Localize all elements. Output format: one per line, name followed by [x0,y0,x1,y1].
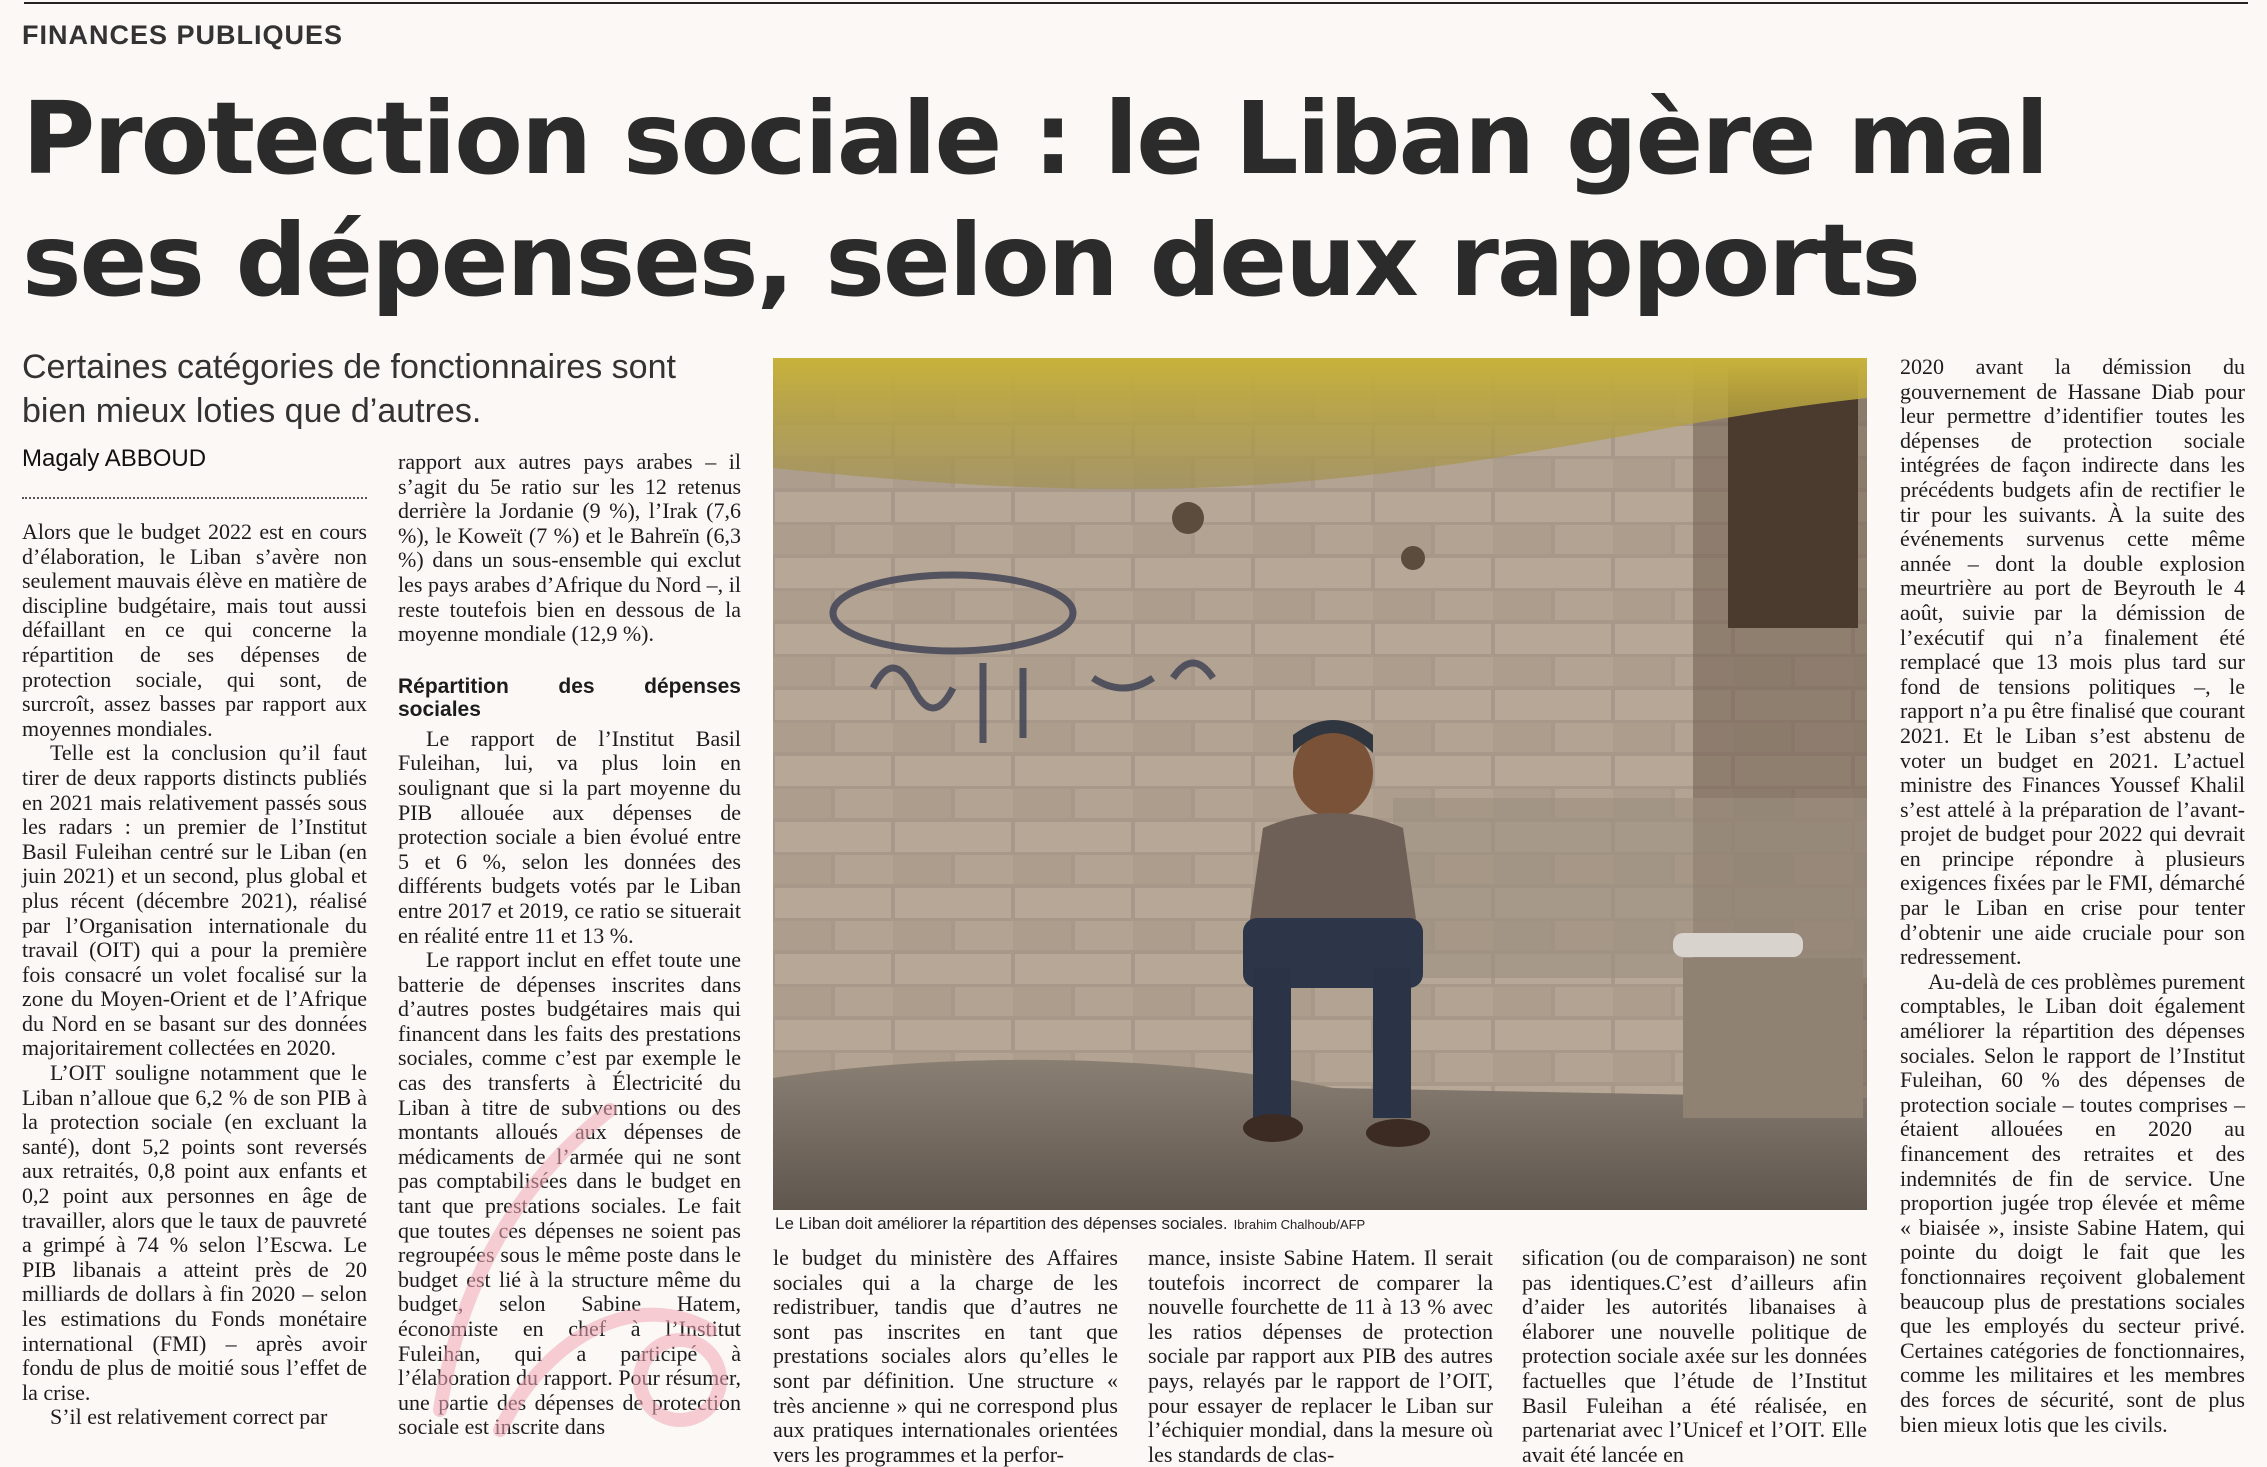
paragraph: sification (ou de comparaison) ne sont pas identiques.C’est d’ailleurs afin d’aider les autorités libanaises à élaborer une nouvelle politique de protection sociale axée sur les données factuelles que l’étude de l’Institut Basil Fuleihan a été réalisée, en partenariat avec l’Unicef et l’OIT. Elle avait été lancée en [1522,1245,1867,1467]
paragraph: Le rapport de l’Institut Basil Fuleihan, lui, va plus loin en soulignant que si la part moyenne du PIB allouée aux dépenses de protection sociale a bien évolué entre 5 et 6 %, selon les données des différents budgets votés par le Liban entre 2017 et 2019, ce ratio se situerait en réalité entre 11 et 13 %. [398,725,741,948]
author-byline: Magaly ABBOUD [22,445,207,472]
article-column-6 [1522,1246,1867,1467]
article-column-4 [773,1246,1118,1467]
byline-divider [22,497,367,499]
article-photo [773,358,1867,1210]
article-column-3 [1900,355,2245,1437]
photo-credit: Ibrahim Chalhoub/AFP [1233,1217,1366,1232]
paragraph: Alors que le budget 2022 est en cours d’élaboration, le Liban s’avère non seulement mauvais élève en matière de discipline budgétaire, mais tout aussi défaillant en ce qui concerne la répartition de ses dépenses de protection sociale, qui sont, de surcroît, assez basses par rapport aux moyennes mondiales. [22,519,367,741]
photo-caption [775,1214,1365,1234]
article-column-1 [22,520,367,1430]
paragraph: Au-delà de ces problèmes purement comptables, le Liban doit également améliorer la répartition des dépenses sociales. Selon le rapport de l’Institut Fuleihan, 60 % des dépenses de protection sociale – toutes comprises – étaient allouées en 2020 au financement des retraites et des indemnités de fin de service. Une proportion jugée trop élevée et même « biaisée », insiste Sabine Hatem, qui pointe du doigt le fait que les fonctionnaires reçoivent globalement beaucoup plus de prestations sociales que les employés du secteur privé. Certaines catégories de fonctionnaires, comme les militaires et les membres des forces de sécurité, sont de plus bien mieux lotis que les civils. [1900,968,2245,1437]
headline: Protection sociale : le Liban gère mal ses dépenses, selon deux rapports [22,80,2048,319]
photo-boy-against-wall [773,358,1867,1210]
paragraph: le budget du ministère des Affaires sociales qui a la charge de les redistribuer, tandis que d’autres ne sont pas inscrites en tant que prestations sociales alors qu’elles le sont par définition. Une structure « très ancienne » qui ne correspond plus aux pratiques internationales orientées vers les programmes et la perfor- [773,1245,1118,1467]
subsection-heading: Répartition des dépenses sociales [398,674,741,721]
paragraph: Telle est la conclusion qu’il faut tirer de deux rapports distincts publiés en 2021 mais relativement passés sous les radars : un premier de l’Institut Basil Fuleihan centré sur le Liban (en juin 2021) et un second, plus global et plus récent (décembre 2021), réalisé par l’Organisation internationale du travail (OIT) qui a pour la première fois consacré un volet focalisé sur la zone du Moyen-Orient et de l’Afrique du Nord en se basant sur des données majoritairement collectées en 2020. [22,740,367,1061]
subheadline: Certaines catégories de fonctionnaires sont bien mieux loties que d’autres. [22,348,676,430]
paragraph: S’il est relativement correct par [50,1404,328,1430]
section-label: FINANCES PUBLIQUES [22,20,344,50]
top-rule [24,2,2248,4]
article-column-5 [1148,1246,1493,1467]
caption-text: Le Liban doit améliorer la répartition des dépenses sociales. [775,1214,1228,1233]
paragraph: Le rapport inclut en effet toute une batterie de dépenses inscrites dans d’autres postes budgétaires mais qui financent dans les faits des prestations sociales, comme c’est par exemple le cas des transferts à Électricité du Liban à titre de subventions ou des montants alloués aux dépenses de médicaments de l’armée qui ne sont pas comptabilisées dans le budget en tant que prestations sociales. Le fait que toutes ces dépenses ne soient pas regroupées sous le même poste dans le budget est lié à la structure même du budget, selon Sabine Hatem, économiste en chef à l’Institut Fuleihan, qui a participé à l’élaboration du rapport. Pour résumer, une partie des dépenses de protection sociale est inscrite dans [398,947,741,1440]
article-column-2 [398,450,741,1440]
paragraph: L’OIT souligne notamment que le Liban n’alloue que 6,2 % de son PIB à la protection sociale (en excluant la santé), dont 5,2 points sont reversés aux retraités, 0,8 point aux enfants et 0,2 point aux personnes en âge de travailler, alors que le taux de pauvreté a grimpé à 74 % selon l’Escwa. Le PIB libanais a atteint près de 20 milliards de dollars à fin 2020 – selon les estimations du Fonds monétaire international (FMI) – après avoir fondu de plus de moitié sous l’effet de la crise. [22,1060,367,1405]
paragraph: 2020 avant la démission du gouvernement de Hassane Diab pour leur permettre d’identifier toutes les dépenses de protection sociale intégrées de façon indirecte dans les précédents budgets afin de rectifier le tir pour les suivants. À la suite des événements survenus cette même année – dont la double explosion meurtrière au port de Beyrouth le 4 août, suivie par la démission de l’exécutif qui n’a finalement été remplacé que 13 mois plus tard sur fond de tensions politiques –, le rapport n’a pu être finalisé que courant 2021. Et le Liban s’est abstenu de voter un budget en 2021. L’actuel ministre des Finances Youssef Khalil s’est attelé à la préparation de l’avant-projet de budget pour 2022 qui devrait en principe répondre à plusieurs exigences fixées par le FMI, démarché par le Liban en crise pour tenter d’obtenir une aide cruciale pour son redressement. [1900,354,2245,970]
paragraph: mance, insiste Sabine Hatem. Il serait toutefois incorrect de comparer la nouvelle fourchette de 11 à 13 % avec les ratios dépenses de protection sociale par rapport aux PIB des autres pays, relayés par le rapport de l’OIT, pour essayer de replacer le Liban sur l’échiquier mondial, dans la mesure où les standards de clas- [1148,1245,1493,1467]
paragraph: rapport aux autres pays arabes – il s’agit du 5e ratio sur les 12 retenus derrière la Jordanie (9 %), l’Irak (7,6 %), le Koweït (7 %) et le Bahreïn (6,3 %) dans un sous-ensemble qui exclut les pays arabes d’Afrique du Nord –, il reste toutefois bien en dessous de la moyenne mondiale (12,9 %). [398,449,741,647]
